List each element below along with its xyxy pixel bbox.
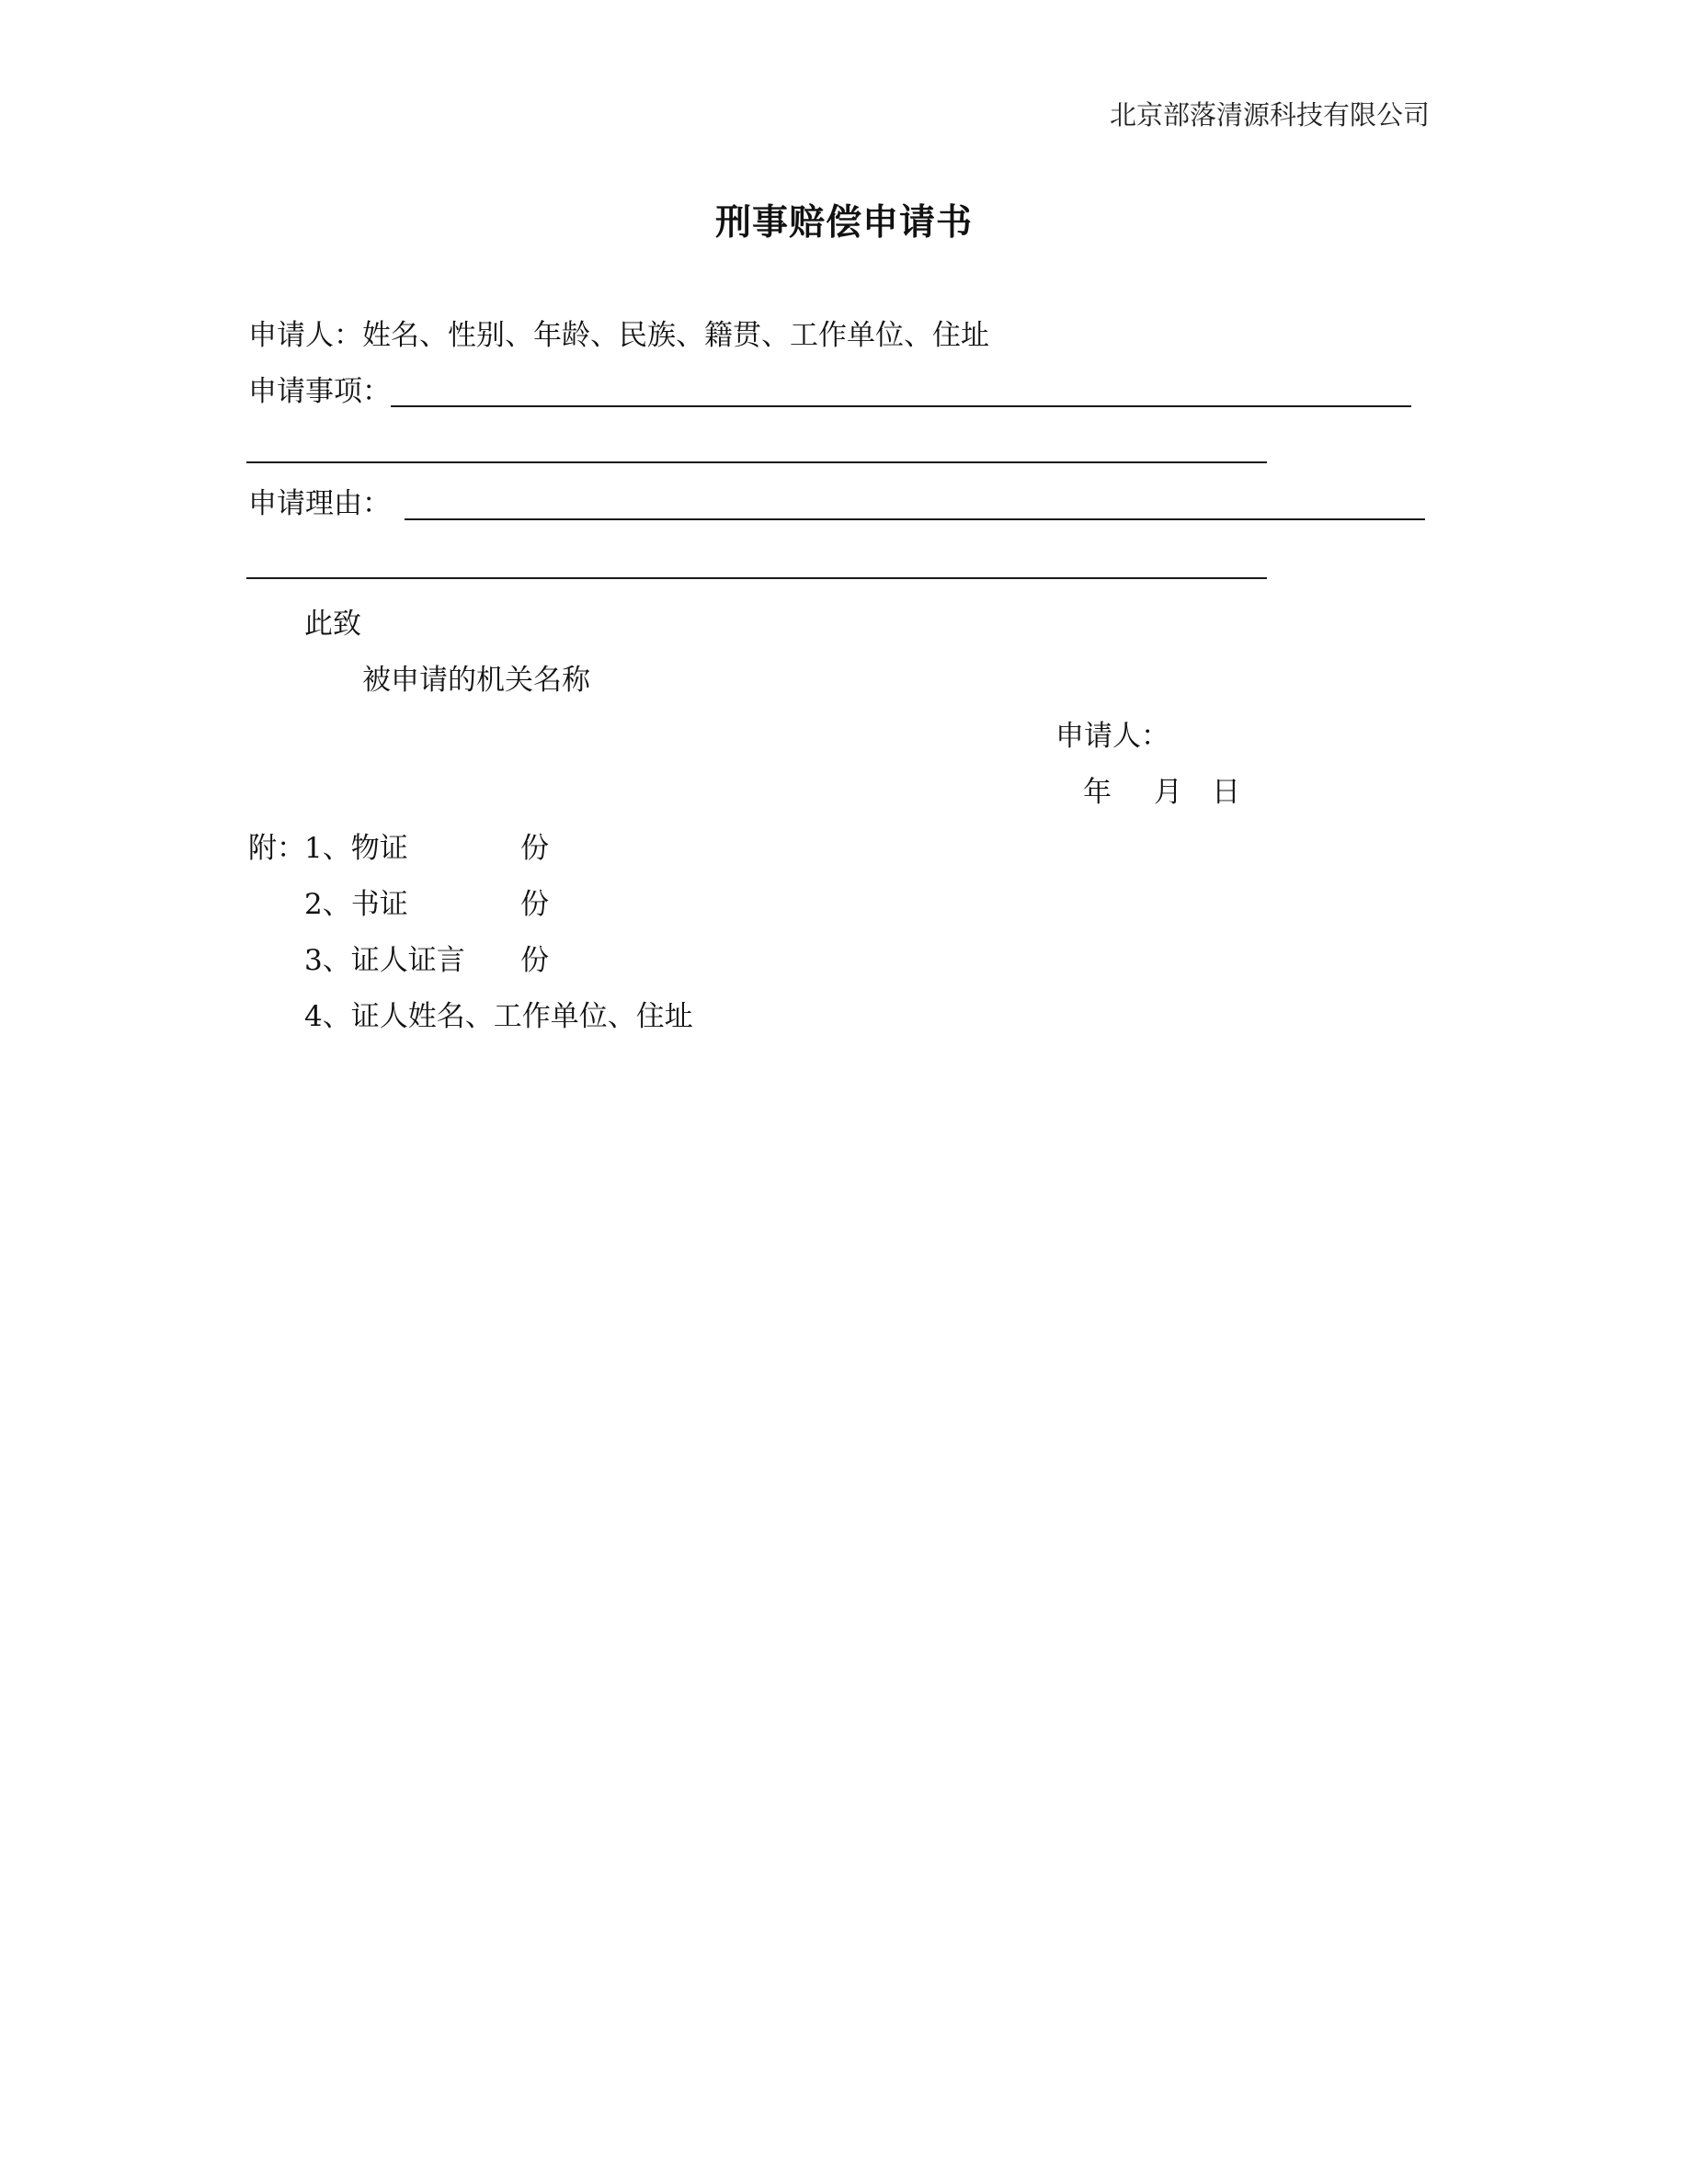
salutation: 此致 bbox=[304, 608, 361, 641]
request-reason-underline[interactable] bbox=[405, 518, 1425, 520]
attachment-item-label: 1、物证 bbox=[304, 832, 408, 865]
attachment-item-unit: 份 bbox=[520, 944, 549, 977]
request-items-continuation-line[interactable] bbox=[246, 461, 1267, 463]
recipient-agency: 被申请的机关名称 bbox=[362, 664, 590, 697]
request-items-underline[interactable] bbox=[391, 405, 1411, 407]
applicant-info-line: 申请人：姓名、性别、年龄、民族、籍贯、工作单位、住址 bbox=[248, 319, 989, 352]
attachment-item-label: 2、书证 bbox=[304, 888, 408, 921]
date-day: 日 bbox=[1212, 776, 1240, 809]
document-title: 刑事赔偿申请书 bbox=[714, 202, 973, 244]
company-name: 北京部落清源科技有限公司 bbox=[1109, 99, 1430, 131]
attachment-item-label: 3、证人证言 bbox=[304, 944, 465, 977]
signature-label: 申请人： bbox=[1055, 720, 1169, 753]
attachment-item-unit: 份 bbox=[520, 832, 549, 865]
request-reason-label: 申请理由： bbox=[248, 487, 391, 520]
attachment-item-label: 4、证人姓名、工作单位、住址 bbox=[304, 1000, 693, 1033]
attachment-item-unit: 份 bbox=[520, 888, 549, 921]
request-items-label: 申请事项： bbox=[248, 375, 391, 408]
date-year: 年 bbox=[1083, 776, 1112, 809]
request-reason-continuation-line[interactable] bbox=[246, 577, 1267, 579]
date-month: 月 bbox=[1154, 776, 1182, 809]
attachments-prefix: 附： bbox=[248, 832, 305, 865]
